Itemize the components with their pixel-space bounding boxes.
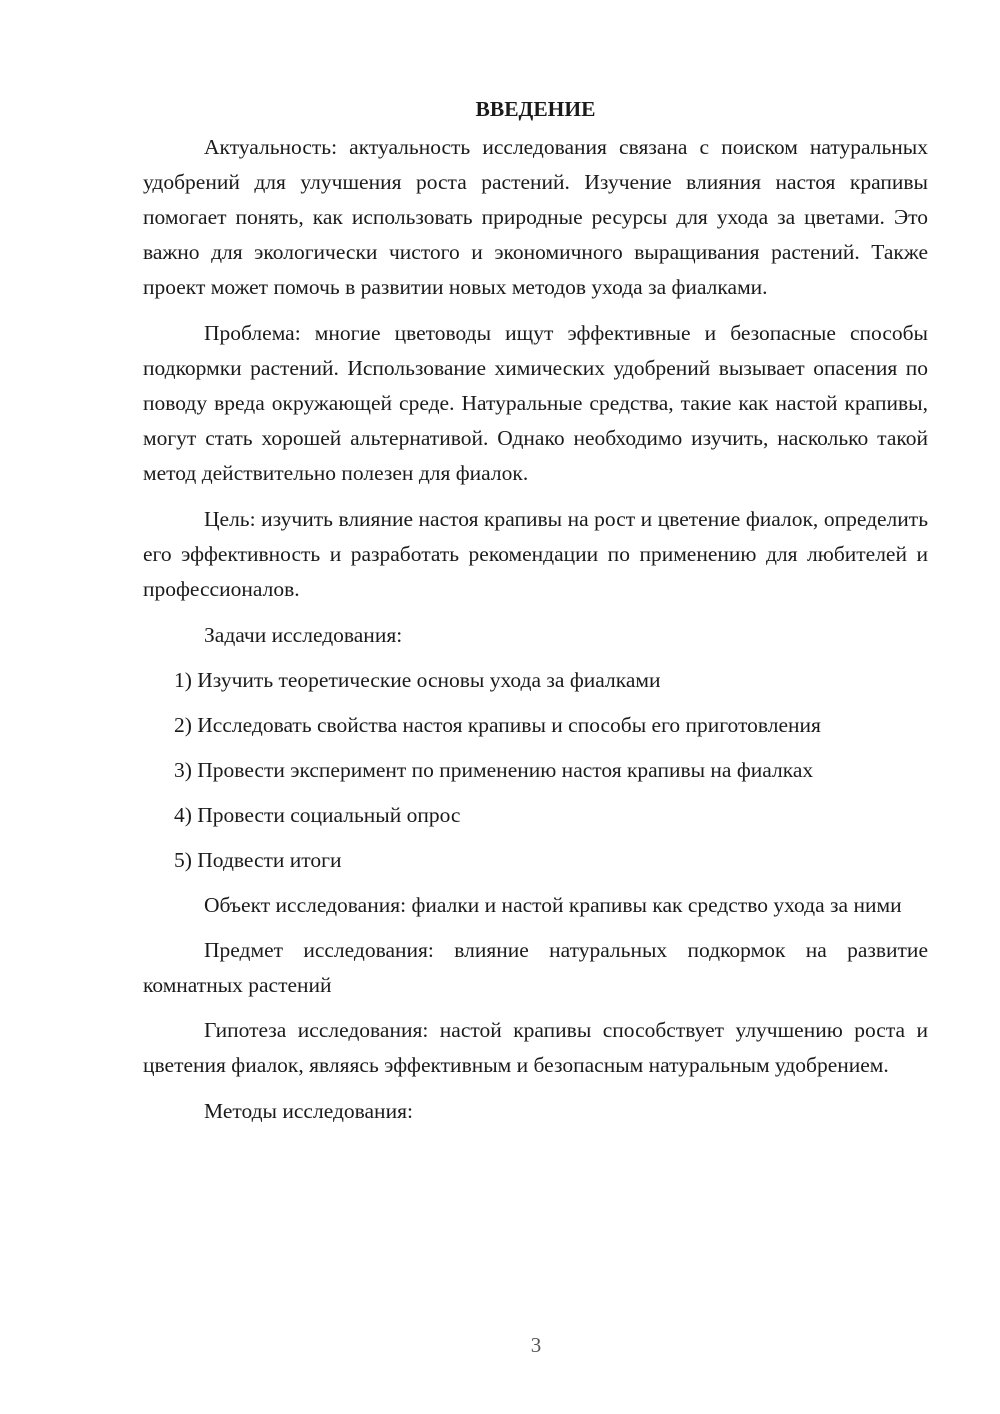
list-item: 5) Подвести итоги (174, 848, 342, 872)
paragraph-object: Объект исследования: фиалки и настой крапивы как средство ухода за ними (204, 893, 902, 917)
paragraph-problem: Проблема: многие цветоводы ищут эффективные и безопасные способы подкормки растений. Использование химических удобрений вызывает опасения по поводу вреда окружающей среде. Натуральные средства, такие как настой крапивы, могут стать хорошей альтернативой. Однако необходимо изучить, насколько такой метод действительно полезен для фиалок. (143, 321, 928, 485)
list-item: 1) Изучить теоретические основы ухода за фиалками (174, 668, 661, 692)
page-number: 3 (530, 1333, 542, 1357)
paragraph-hypothesis: Гипотеза исследования: настой крапивы способствует улучшению роста и цветения фиалок, являясь эффективным и безопасным натуральным удобрением. (143, 1018, 928, 1077)
tasks-list (143, 663, 928, 878)
paragraph-subject: Предмет исследования: влияние натуральных подкормок на развитие комнатных растений (143, 938, 928, 997)
list-item: 2) Исследовать свойства настоя крапивы и способы его приготовления (174, 713, 821, 737)
paragraph-relevance: Актуальность: актуальность исследования связана с поиском натуральных удобрений для улучшения роста растений. Изучение влияния настоя крапивы помогает понять, как использовать природные ресурсы для ухода за цветами. Это важно для экологически чистого и экономичного выращивания растений. Также проект может помочь в развитии новых методов ухода за фиалками. (143, 135, 928, 299)
paragraph-goal: Цель: изучить влияние настоя крапивы на рост и цветение фиалок, определить его эффективность и разработать рекомендации по применению для любителей и профессионалов. (143, 507, 928, 601)
tasks-header: Задачи исследования: (204, 623, 403, 647)
methods-header: Методы исследования: (204, 1099, 413, 1123)
list-item: 3) Провести эксперимент по применению настоя крапивы на фиалках (174, 758, 814, 782)
list-item: 4) Провести социальный опрос (174, 803, 461, 827)
document-page (143, 92, 928, 1139)
section-heading: ВВЕДЕНИЕ (475, 97, 596, 121)
